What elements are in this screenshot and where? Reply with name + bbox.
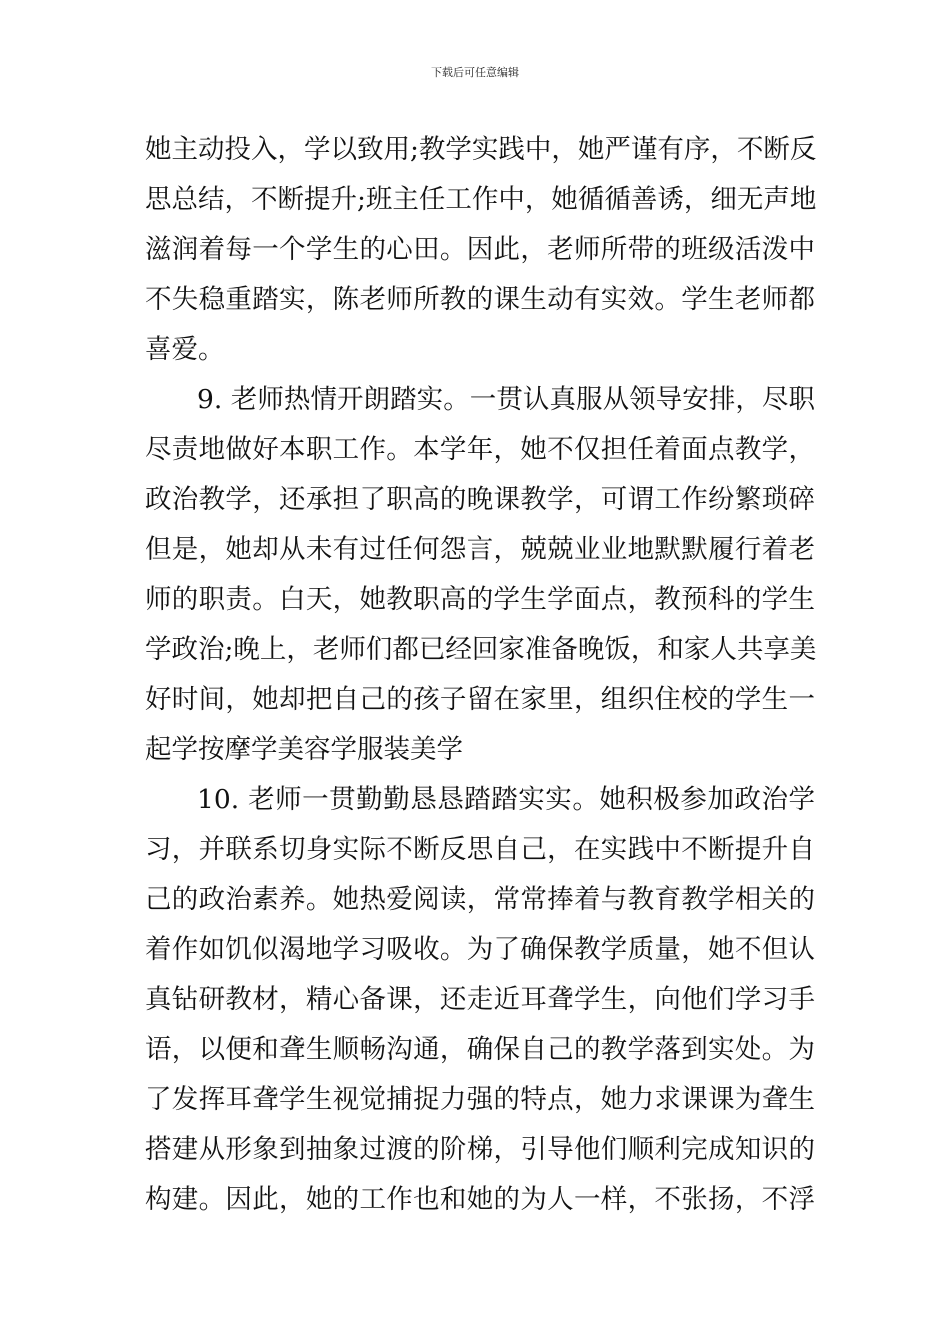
paragraph-1-line-4: 不失稳重踏实，陈老师所教的课生动有实效。学生老师都 xyxy=(145,284,815,315)
paragraph-10-line-2: 习，并联系切身实际不断反思自己，在实践中不断提升自 xyxy=(145,834,815,865)
paragraph-10-line-3: 己的政治素养。她热爱阅读，常常捧着与教育教学相关的 xyxy=(145,884,815,915)
paragraph-10-line-4: 着作如饥似渴地学习吸收。为了确保教学质量，她不但认 xyxy=(145,934,815,965)
paragraph-10-line-9: 构建。因此，她的工作也和她的为人一样，不张扬，不浮 xyxy=(145,1184,815,1215)
paragraph-9-line-7: 好时间，她却把自己的孩子留在家里，组织住校的学生一 xyxy=(145,684,815,715)
paragraph-9-line-4: 但是，她却从未有过任何怨言，兢兢业业地默默履行着老 xyxy=(145,534,815,565)
paragraph-9-line-8: 起学按摩学美容学服装美学 xyxy=(145,734,463,765)
paragraph-1-line-5: 喜爱。 xyxy=(145,334,225,365)
paragraph-10-line-5: 真钻研教材，精心备课，还走近耳聋学生，向他们学习手 xyxy=(145,984,815,1015)
paragraph-10-line-1: 10. 老师一贯勤勤恳恳踏踏实实。她积极参加政治学 xyxy=(197,784,815,815)
paragraph-9-line-3: 政治教学，还承担了职高的晚课教学，可谓工作纷繁琐碎 xyxy=(145,484,815,515)
paragraph-9-line-1: 9. 老师热情开朗踏实。一贯认真服从领导安排，尽职 xyxy=(197,384,815,415)
page-header: 下载后可任意编辑 xyxy=(431,66,519,79)
paragraph-9-line-2: 尽责地做好本职工作。本学年，她不仅担任着面点教学， xyxy=(145,434,815,465)
paragraph-10-line-6: 语，以便和聋生顺畅沟通，确保自己的教学落到实处。为 xyxy=(145,1034,815,1065)
paragraph-1-line-1: 她主动投入，学以致用;教学实践中，她严谨有序，不断反 xyxy=(145,134,817,165)
paragraph-1-line-3: 滋润着每一个学生的心田。因此，老师所带的班级活泼中 xyxy=(145,234,815,265)
paragraph-1-line-2: 思总结，不断提升;班主任工作中，她循循善诱，细无声地 xyxy=(145,184,817,215)
paragraph-9-line-6: 学政治;晚上，老师们都已经回家准备晚饭，和家人共享美 xyxy=(145,634,817,665)
document-body xyxy=(145,125,815,1225)
paragraph-10-line-7: 了发挥耳聋学生视觉捕捉力强的特点，她力求课课为聋生 xyxy=(145,1084,815,1115)
paragraph-9-line-5: 师的职责。白天，她教职高的学生学面点，教预科的学生 xyxy=(145,584,815,615)
paragraph-10-line-8: 搭建从形象到抽象过渡的阶梯，引导他们顺利完成知识的 xyxy=(145,1134,815,1165)
